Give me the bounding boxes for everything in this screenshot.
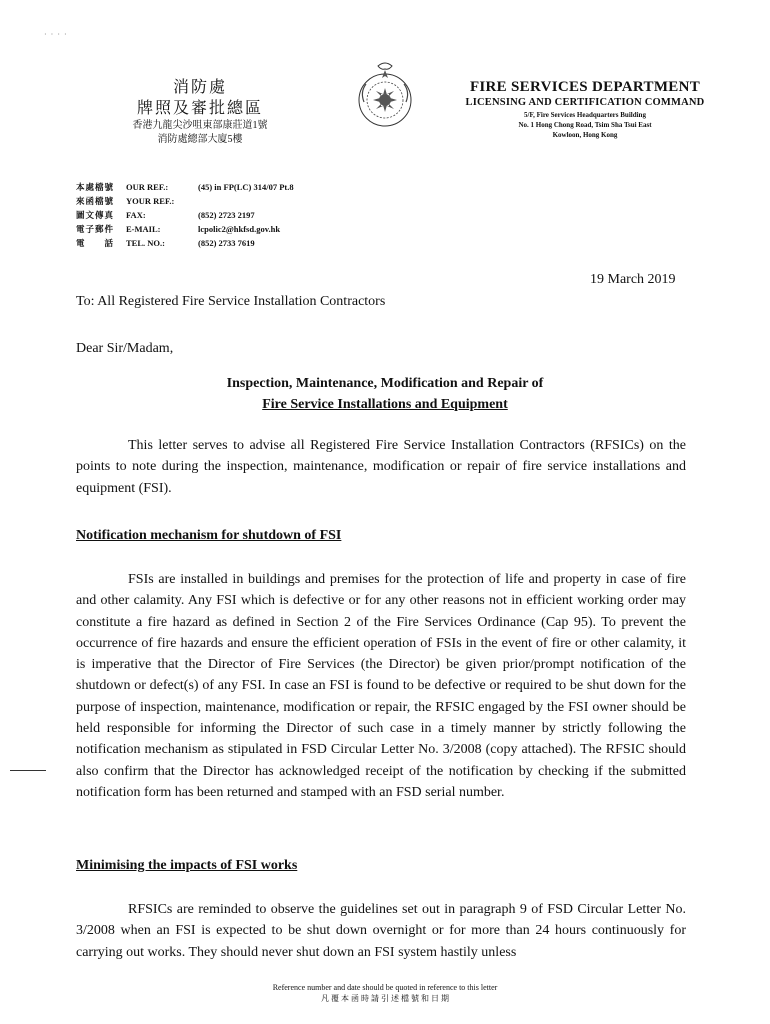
hksar-emblem-icon (350, 58, 420, 132)
address-zh-line2: 消防處總部大廈5樓 (157, 134, 243, 145)
ref-label-en: E-MAIL: (126, 224, 161, 234)
command-name-en: LICENSING AND CERTIFICATION COMMAND (465, 97, 705, 108)
ref-label-en: FAX: (126, 210, 146, 220)
letter-date: 19 March 2019 (590, 272, 676, 287)
address-en-line2: No. 1 Hong Chong Road, Tsim Sha Tsui East (518, 121, 652, 129)
ref-row-email (76, 222, 294, 236)
ref-label-zh: 來函檔號 (76, 196, 115, 206)
address-en-line1: 5/F, Fire Services Headquarters Building (524, 111, 646, 119)
ref-value: lcpolic2@hkfsd.gov.hk (198, 224, 281, 234)
ref-row-tel (76, 236, 294, 250)
command-name-zh: 牌照及審批總區 (136, 100, 263, 117)
chinese-letterhead (95, 78, 305, 147)
ref-label-zh: 本處檔號 (76, 182, 115, 192)
intro-paragraph: This letter serves to advise all Registered Fire Service Installation Contractors (RFSICs) on the points to note during the inspection, maintenance, modification or repair of fire service installations and equipment (FSI). (76, 438, 686, 496)
ref-row-fax (76, 208, 294, 222)
ref-label-en: TEL. NO.: (126, 238, 165, 248)
ref-value: (852) 2733 7619 (198, 238, 255, 248)
ref-label-en: YOUR REF.: (126, 196, 175, 206)
section-heading-notification: Notification mechanism for shutdown of FSI (76, 528, 342, 543)
ref-value: (45) in FP(LC) 314/07 Pt.8 (198, 182, 294, 192)
section-body-minimising: RFSICs are reminded to observe the guidelines set out in paragraph 9 of FSD Circular Letter No. 3/2008 when an FSI is expected to be shut down overnight or for more than 24 hours continuously for carrying out works. They should never shut down an FSI system hastily unless (76, 902, 686, 960)
margin-mark (10, 770, 46, 771)
ref-row-our-ref (76, 180, 294, 194)
address-en-line3: Kowloon, Hong Kong (552, 131, 618, 139)
ref-label-zh: 圖文傳真 (76, 210, 115, 220)
ref-label-zh: 電子郵件 (76, 224, 115, 234)
recipient-line: To: All Registered Fire Service Installation Contractors (76, 294, 386, 309)
page-footer (0, 982, 770, 1004)
address-zh-line1: 香港九龍尖沙咀東部康莊道1號 (132, 120, 268, 131)
subject-line2: Fire Service Installations and Equipment (262, 397, 508, 412)
subject-heading (76, 373, 694, 415)
subject-line1: Inspection, Maintenance, Modification and Repair of (226, 376, 544, 391)
ref-label-en: OUR REF.: (126, 182, 169, 192)
salutation: Dear Sir/Madam, (76, 341, 174, 356)
english-letterhead (445, 78, 725, 140)
footer-note-en: Reference number and date should be quoted in reference to this letter (272, 983, 498, 992)
ref-label-zh: 電 話 (76, 238, 115, 248)
section-heading-minimising: Minimising the impacts of FSI works (76, 858, 298, 873)
dept-name-en: FIRE SERVICES DEPARTMENT (469, 79, 701, 95)
section-body-notification: FSIs are installed in buildings and premises for the protection of life and property in case of fire and other calamity. Any FSI which is defective or for any other reasons not in efficient working order may constitute a fire hazard as defined in Section 2 of the Fire Services Ordinance (Cap 95). To prevent the occurrence of fire hazards and ensure the efficient operation of FSIs in the event of fire or other calamity, it is imperative that the Director of Fire Services (the Director) be given prior/prompt notification of the shutdown or defect(s) of any FSI. In case an FSI is found to be defective or required to be shut down for the purpose of inspection, maintenance, modification or repair, the RFSIC engaged by the FSI owner should be held responsible for informing the Director of such case in a timely manner by strictly following the notification mechanism as stipulated in FSD Circular Letter No. 3/2008 (copy attached). The RFSIC should also confirm that the Director has acknowledged receipt of the notification by checking if the submitted notification form has been returned and stamped with an FSD serial number. (76, 572, 686, 800)
scan-artifact: · · · · (44, 30, 68, 39)
reference-block (76, 180, 294, 250)
ref-value: (852) 2723 2197 (198, 210, 255, 220)
footer-note-zh: 凡 覆 本 函 時 請 引 述 檔 號 和 日 期 (321, 994, 449, 1003)
ref-row-your-ref (76, 194, 294, 208)
dept-name-zh: 消防處 (172, 79, 227, 96)
